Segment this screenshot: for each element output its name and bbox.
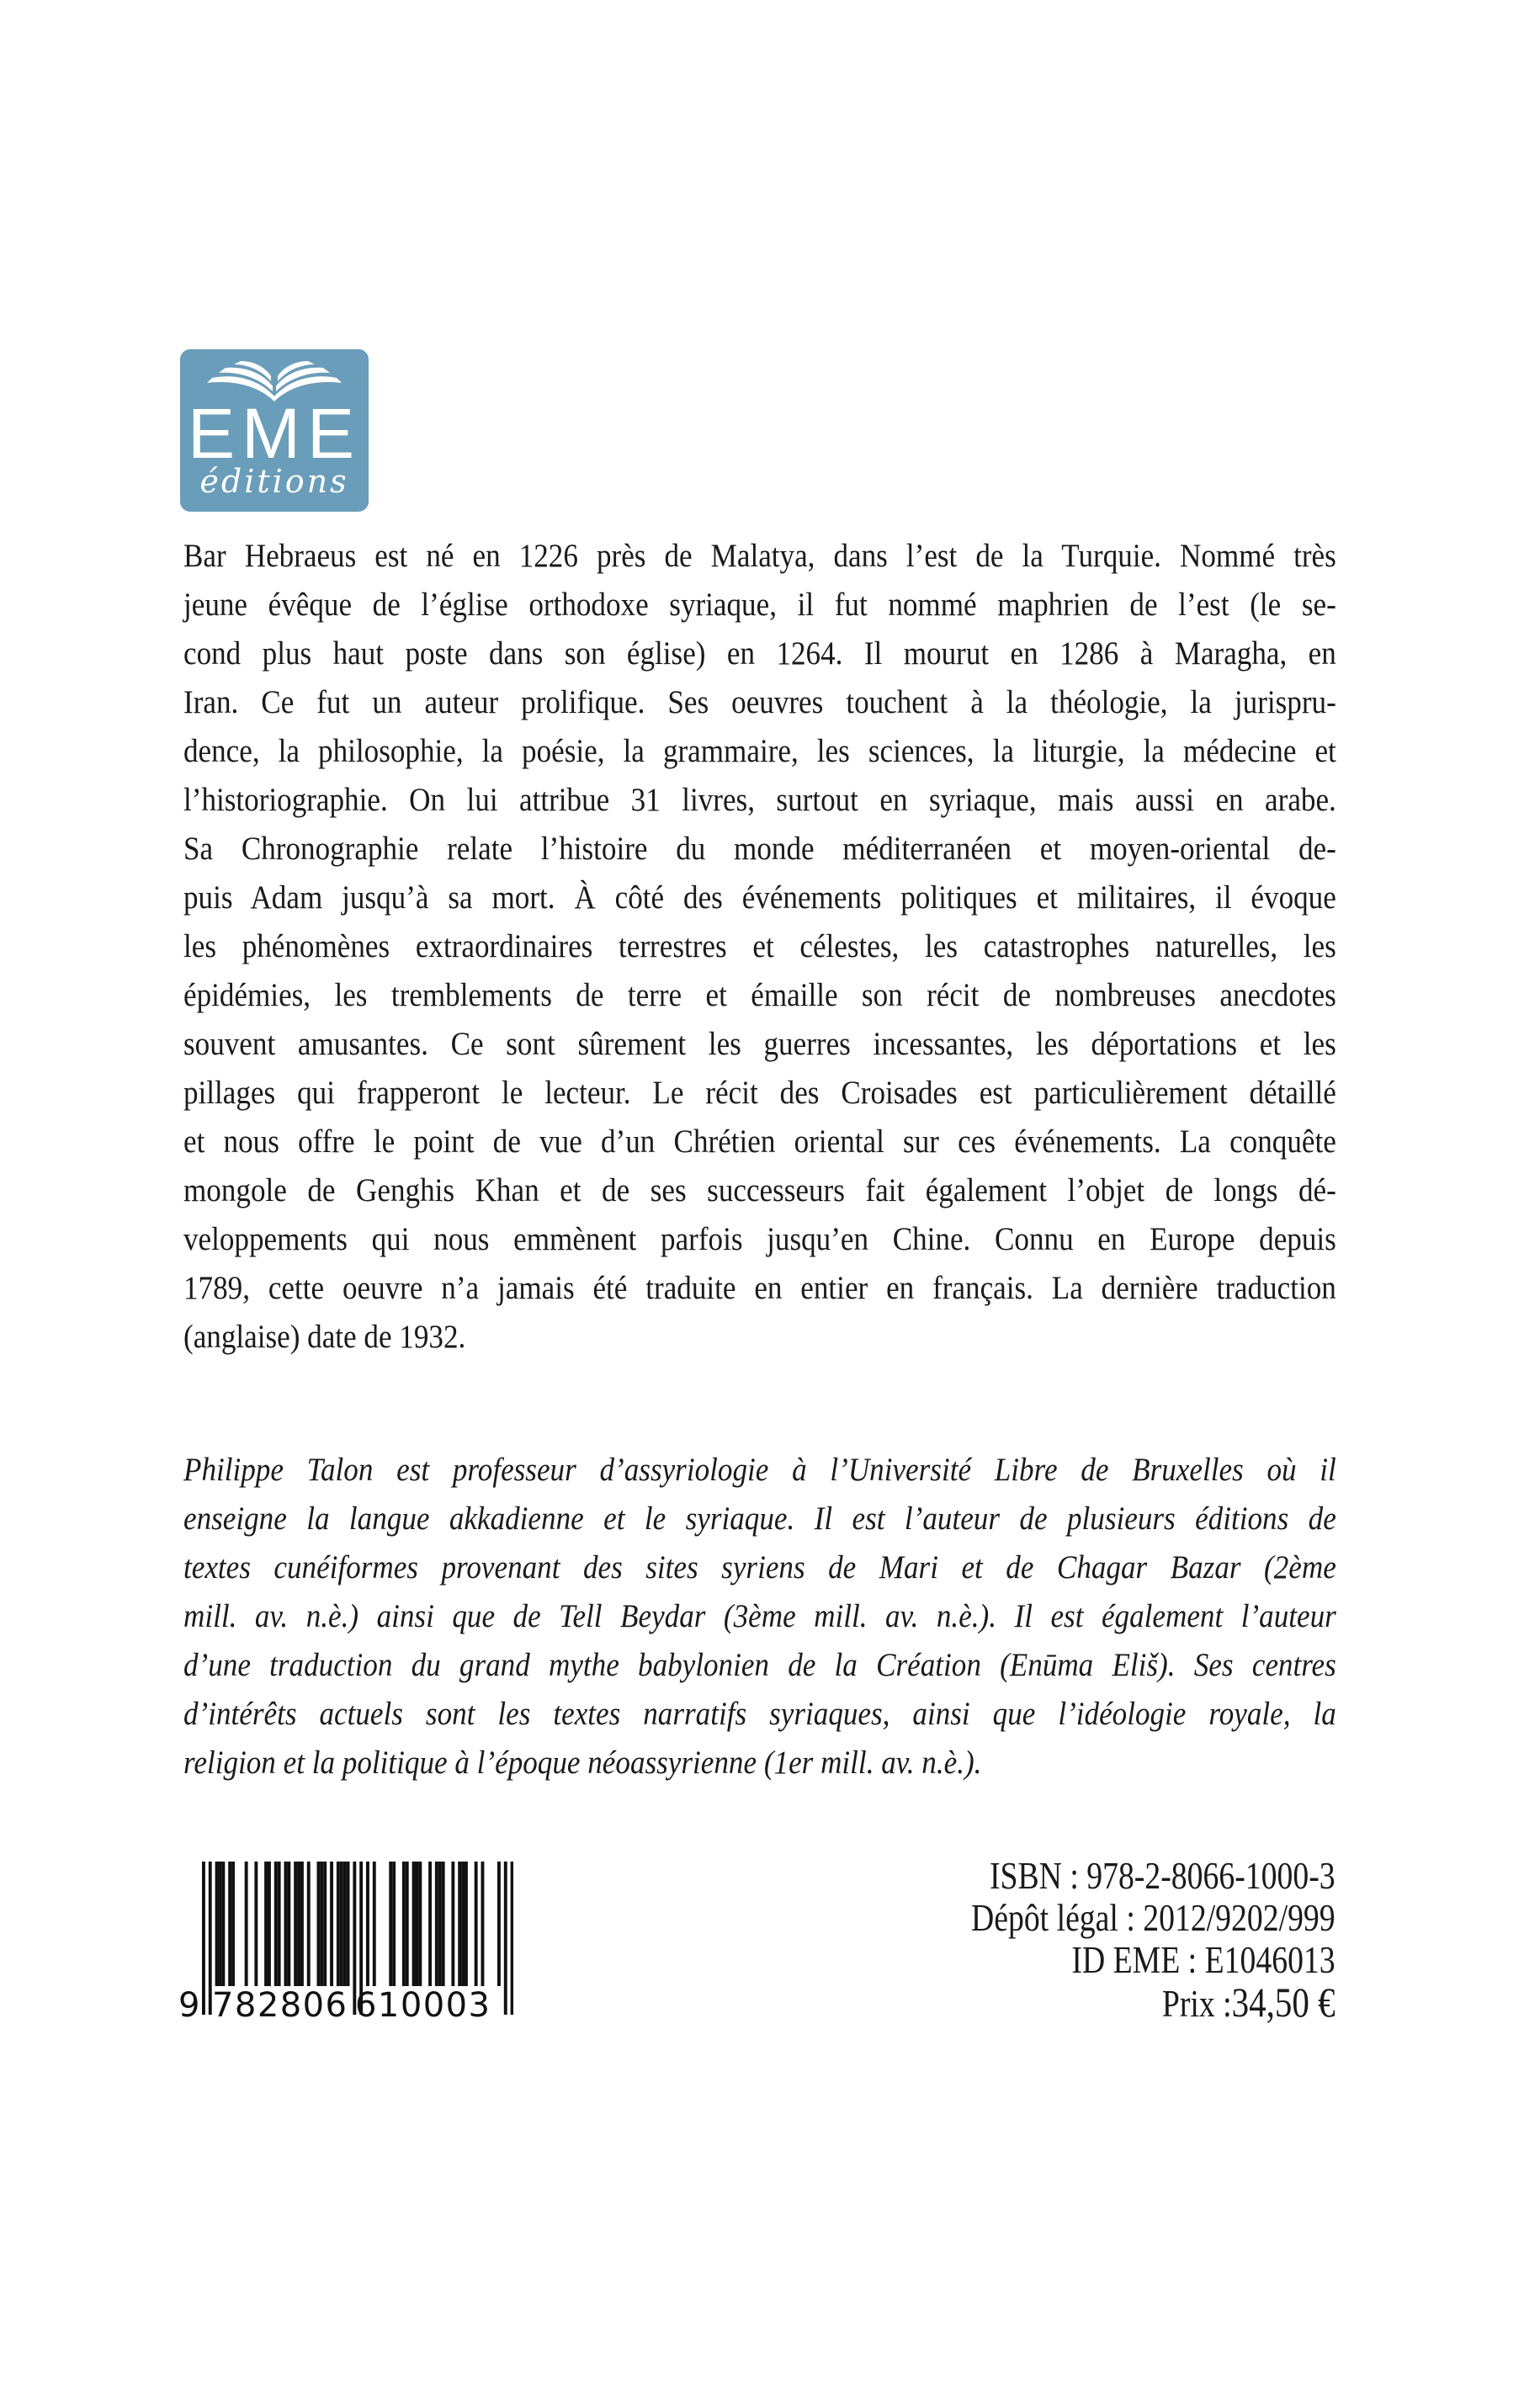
barcode-bar [307,1862,311,1986]
barcode-bar [254,1862,258,1986]
barcode-bar [435,1862,438,1986]
barcode-bar [245,1862,248,1986]
price [971,1981,1336,2025]
barcode-bar [347,1862,350,1986]
barcode-bar [389,1862,392,1986]
legal-deposit: Dépôt légal : 2012/9202/999 [971,1896,1336,1939]
barcode-bar [373,1862,376,1986]
barcode-bar [320,1862,323,1986]
isbn-barcode [177,1862,513,2021]
text-line: et nous offre le point de vue d’un Chrétien oriental sur ces événements. La conquête [183,1123,1336,1160]
barcode-bar [416,1862,419,1986]
text-line: épidémies, les tremblements de terre et émaille son récit de nombreuses anecdotes [183,977,1336,1013]
text-line: d’intérêts actuels sont les textes narratifs syriaques, ainsi que l’idéologie royale, la [183,1696,1336,1732]
barcode-bar [274,1862,278,1986]
barcode-bar [461,1862,465,1986]
barcode-bar [317,1862,321,1986]
barcode-bar [228,1862,231,1986]
text-line: mill. av. n.è.) ainsi que de Tell Beydar (3ème mill. av. n.è.). Il est également l’auteur [183,1598,1336,1634]
barcode-bar [451,1862,454,1986]
barcode-bar [392,1862,396,1986]
barcode-bar [323,1862,327,1986]
publication-info [971,1855,1336,2025]
barcode-bar [330,1862,333,1986]
barcode-bar [202,1862,205,2015]
barcode-bar [412,1862,416,1986]
barcode-bar [465,1862,468,1986]
isbn: ISBN : 978-2-8066-1000-3 [990,1854,1336,1897]
text-line: les phénomènes extraordinaires terrestres et célestes, les catastrophes naturelles, les [183,928,1336,964]
text-line: Bar Hebraeus est né en 1226 près de Malatya, dans l’est de la Turquie. Nommé très [183,538,1336,574]
text-line: puis Adam jusqu’à sa mort. À côté des événements politiques et militaires, il évoque [183,879,1336,916]
text-line: mongole de Genghis Khan et de ses successeurs fait également l’objet de longs dé- [183,1172,1336,1208]
barcode-bar [442,1862,445,1986]
barcode-left-digits: 782806 [212,1986,347,2021]
text-line: cond plus haut poste dans son église) en 1264. Il mourut en 1286 à Maragha, en [183,635,1336,672]
barcode-bar [475,1862,478,1986]
barcode-bar [215,1862,219,1986]
text-line: Philippe Talon est professeur d’assyriologie à l’Université Libre de Bruxelles où il [183,1452,1336,1488]
price-label: Prix : [1162,1982,1232,2025]
text-line: religion et la politique à l’époque néoassyrienne (1er mill. av. n.è.). [183,1745,982,1781]
barcode-bar [458,1862,461,1986]
text-line: (anglaise) date de 1932. [183,1319,466,1355]
price-value: 34,50 € [1232,1979,1336,2026]
logo-subtitle: éditions [199,463,349,500]
barcode-bar [300,1862,304,1986]
eme-id: ID EME : E1046013 [1071,1938,1336,1981]
barcode-bar [337,1862,340,1986]
barcode-bar [294,1862,297,1986]
text-line: d’une traduction du grand mythe babylonien de la Création (Enūma Eliš). Ses centres [183,1647,1336,1683]
barcode-bar [406,1862,409,1986]
text-line: l’historiographie. On lui attribue 31 livres, surtout en syriaque, mais aussi en arabe. [183,782,1336,818]
author-bio [183,1446,1336,1787]
text-line: Iran. Ce fut un auteur prolifique. Ses oeuvres touchent à la théologie, la jurispru- [183,684,1336,720]
text-line: souvent amusantes. Ce sont sûrement les guerres incessantes, les déportations et les [183,1026,1336,1062]
barcode-bar [268,1862,271,1986]
text-line: pillages qui frapperont le lecteur. Le récit des Croisades est particulièrement détaillé [183,1075,1336,1111]
barcode-first-digit: 9 [178,1986,200,2021]
barcode-bar [418,1862,422,1986]
book-description [183,532,1336,1362]
barcode-right-digits: 610003 [355,1986,490,2021]
logo-title: EME [187,394,362,473]
barcode-bar [219,1862,222,1986]
text-line: Sa Chronographie relate l’histoire du monde méditerranéen et moyen-oriental de- [183,831,1336,867]
barcode-bar [264,1862,268,1986]
text-line: jeune évêque de l’église orthodoxe syriaque, il fut nommé maphrien de l’est (le se- [183,587,1336,623]
barcode-bar [428,1862,432,1986]
barcode-bar [278,1862,281,1986]
text-line: enseigne la langue akkadienne et le syriaque. Il est l’auteur de plusieurs éditions de [183,1501,1336,1537]
text-line: veloppements qui nous emmènent parfois jusqu’en Chine. Connu en Europe depuis [183,1221,1336,1257]
barcode-bar [504,1862,507,2015]
barcode-bar [343,1862,347,1986]
barcode-bar [511,1862,513,2015]
barcode-bar [366,1862,369,1986]
barcode-bar [231,1862,235,1986]
barcode-bar [287,1862,290,1986]
barcode-bar [221,1862,225,1986]
text-line: textes cunéiformes provenant des sites syriens de Mari et de Chagar Bazar (2ème [183,1549,1336,1586]
barcode-bar [340,1862,343,1986]
publisher-logo [180,349,369,512]
text-line: 1789, cette oeuvre n’a jamais été traduite en entier en français. La dernière traduction [183,1270,1336,1306]
barcode-bar [297,1862,300,1986]
barcode-bar [402,1862,406,1986]
barcode-bar [284,1862,288,1986]
barcode-bar [481,1862,485,1986]
barcode-bar [438,1862,442,1986]
text-line: dence, la philosophie, la poésie, la grammaire, les sciences, la liturgie, la médecine et [183,733,1336,769]
barcode-bar [497,1862,501,1986]
